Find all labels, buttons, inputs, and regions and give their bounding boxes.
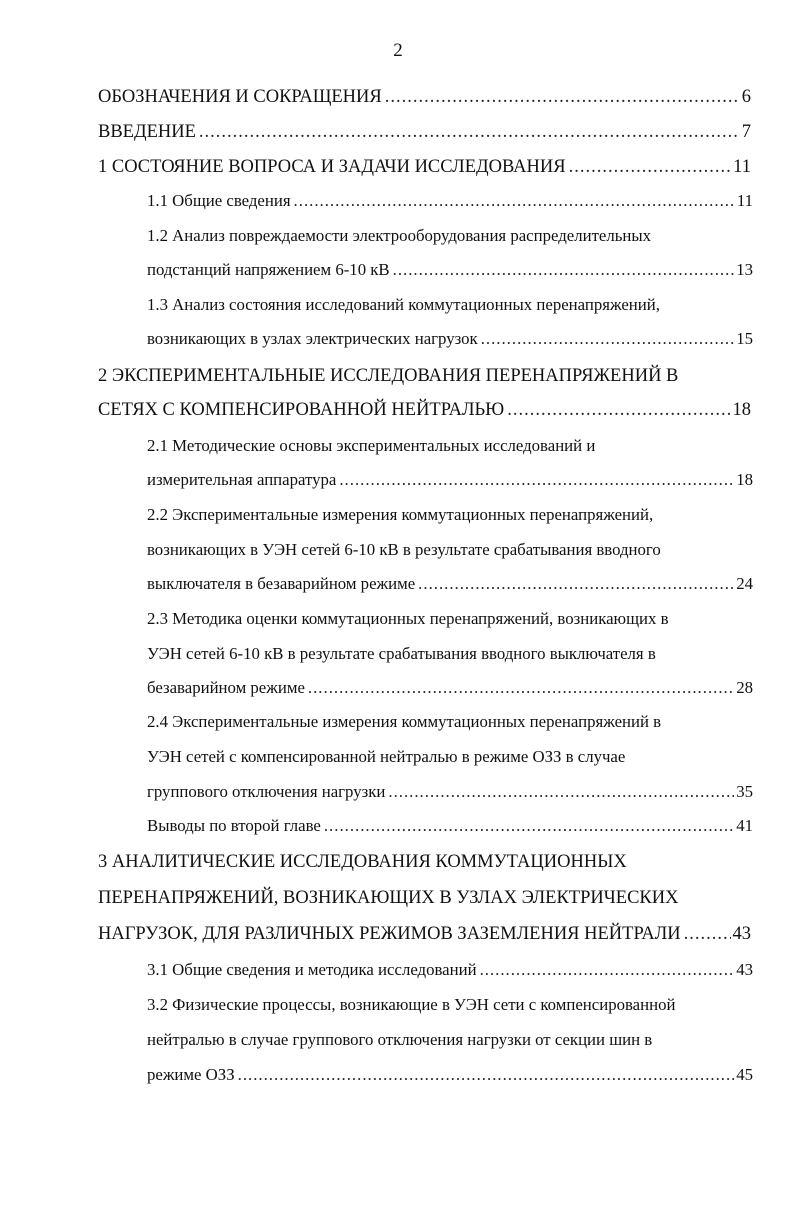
dot-leader [324,808,734,844]
toc-entry-section-3-2-line2[interactable] [147,1022,652,1058]
toc-page-number: 11 [733,157,751,177]
toc-entry-title: СЕТЯХ С КОМПЕНСИРОВАННОЙ НЕЙТРАЛЬЮ [98,400,505,420]
toc-entry-section-1-3-line2[interactable] [147,321,753,357]
toc-entry-title: безаварийном режиме [147,678,305,697]
toc-entry-title: подстанций напряжением 6-10 кВ [147,260,390,279]
toc-entry-section-2-2-line2[interactable] [147,532,661,568]
toc-entry-chapter-2-conclusions[interactable] [147,808,753,844]
toc-entry-title: 1 СОСТОЯНИЕ ВОПРОСА И ЗАДАЧИ ИССЛЕДОВАНИЯ [98,157,566,177]
dot-leader [480,952,735,988]
dot-leader [684,916,731,952]
toc-entry-section-2-4-line2[interactable] [147,739,625,775]
toc-entry-title: 1.2 Анализ повреждаемости электрооборудования распределительных [147,226,652,245]
toc-entry-section-2-1-line1[interactable] [147,428,595,464]
dot-leader [385,79,740,115]
dot-leader [199,114,740,150]
toc-entry-title: 2.3 Методика оценки коммутационных перенапряжений, возникающих в [147,609,669,628]
toc-entry-section-2-3-line1[interactable] [147,601,669,637]
toc-page-number: 13 [736,260,753,279]
toc-entry-title: нейтралью в случае группового отключения нагрузки от секции шин в [147,1030,653,1049]
toc-entry-section-2-2-line3[interactable] [147,566,753,602]
toc-entry-title: измерительная аппаратура [147,470,337,489]
toc-entry-title: ВВЕДЕНИЕ [98,122,196,142]
toc-entry-title: режиме ОЗЗ [147,1065,235,1084]
toc-entry-section-3-1[interactable] [147,952,753,988]
toc-page-number: 35 [736,782,753,801]
toc-entry-title: ПЕРЕНАПРЯЖЕНИЙ, ВОЗНИКАЮЩИХ В УЗЛАХ ЭЛЕКТРИЧЕСКИХ [98,888,679,908]
toc-page-number: 7 [741,122,751,142]
toc-page-number: 45 [736,1065,753,1084]
toc-page-number: 11 [736,191,753,210]
toc-entry-title: 3 АНАЛИТИЧЕСКИЕ ИССЛЕДОВАНИЯ КОММУТАЦИОННЫХ [98,852,627,872]
toc-entry-title: возникающих в узлах электрических нагрузок [147,329,478,348]
toc-entry-title: 1.1 Общие сведения [147,191,291,210]
toc-entry-title: 2 ЭКСПЕРИМЕНТАЛЬНЫЕ ИССЛЕДОВАНИЯ ПЕРЕНАПРЯЖЕНИЙ В [98,366,679,386]
dot-leader [481,321,735,357]
toc-page-number: 28 [736,678,753,697]
toc-page-number: 6 [741,87,751,107]
toc-page-number: 43 [736,960,753,979]
toc-entry-title: 3.2 Физические процессы, возникающие в УЭН сети с компенсированной [147,995,676,1014]
toc-page-number: 18 [732,400,751,420]
toc-entry-title: НАГРУЗОК, ДЛЯ РАЗЛИЧНЫХ РЕЖИМОВ ЗАЗЕМЛЕНИЯ НЕЙТРАЛИ [98,924,681,944]
toc-entry-title: группового отключения нагрузки [147,782,386,801]
toc-entry-title: 3.1 Общие сведения и методика исследований [147,960,477,979]
toc-entry-title: 2.2 Экспериментальные измерения коммутационных перенапряжений, [147,505,654,524]
toc-entry-title: возникающих в УЭН сетей 6-10 кВ в результате срабатывания вводного [147,540,661,559]
dot-leader [507,392,730,428]
toc-entry-chapter-2-line1[interactable] [98,358,678,394]
dot-leader [294,183,735,219]
toc-entry-section-2-2-line1[interactable] [147,497,653,533]
toc-entry-chapter-3-line3[interactable] [98,916,751,952]
toc-entry-title: УЭН сетей 6-10 кВ в результате срабатывания вводного выключателя в [147,644,656,663]
dot-leader [238,1057,735,1093]
dot-leader [388,774,734,810]
toc-entry-chapter-1[interactable] [98,149,751,185]
toc-entry-chapter-3-line1[interactable] [98,844,627,880]
toc-entry-title: 2.1 Методические основы экспериментальных исследований и [147,436,596,455]
toc-entry-title: ОБОЗНАЧЕНИЯ И СОКРАЩЕНИЯ [98,87,382,107]
toc-entry-title: 2.4 Экспериментальные измерения коммутационных перенапряжений в [147,712,662,731]
page-number: 2 [393,40,403,61]
toc-entry-section-1-3-line1[interactable] [147,287,660,323]
toc-entry-section-2-4-line3[interactable] [147,774,753,810]
toc-entry-section-3-2-line3[interactable] [147,1057,753,1093]
toc-entry-section-3-2-line1[interactable] [147,987,675,1023]
toc-entry-section-1-2-line2[interactable] [147,252,753,288]
toc-entry-title: УЭН сетей с компенсированной нейтралью в режиме ОЗЗ в случае [147,747,626,766]
toc-page-number: 41 [736,816,753,835]
toc-entry-section-2-3-line2[interactable] [147,636,656,672]
toc-entry-chapter-2-line2[interactable] [98,392,751,428]
toc-entry-title: 1.3 Анализ состояния исследований коммутационных перенапряжений, [147,295,660,314]
toc-page-number: 43 [732,924,751,944]
toc-entry-section-2-3-line3[interactable] [147,670,753,706]
dot-leader [393,252,735,288]
toc-page-number: 15 [736,329,753,348]
toc-entry-introduction[interactable] [98,114,751,150]
toc-entry-section-2-1-line2[interactable] [147,462,753,498]
toc-entry-title: выключателя в безаварийном режиме [147,574,416,593]
toc-entry-section-1-1[interactable] [147,183,753,219]
toc-entry-abbreviations[interactable] [98,79,751,115]
toc-page-number: 24 [736,574,753,593]
dot-leader [339,462,734,498]
toc-entry-section-2-4-line1[interactable] [147,704,661,740]
dot-leader [418,566,734,602]
toc-entry-chapter-3-line2[interactable] [98,880,678,916]
toc-entry-section-1-2-line1[interactable] [147,218,651,254]
dot-leader [569,149,732,185]
toc-page-number: 18 [736,470,753,489]
toc-entry-title: Выводы по второй главе [147,816,321,835]
dot-leader [308,670,734,706]
